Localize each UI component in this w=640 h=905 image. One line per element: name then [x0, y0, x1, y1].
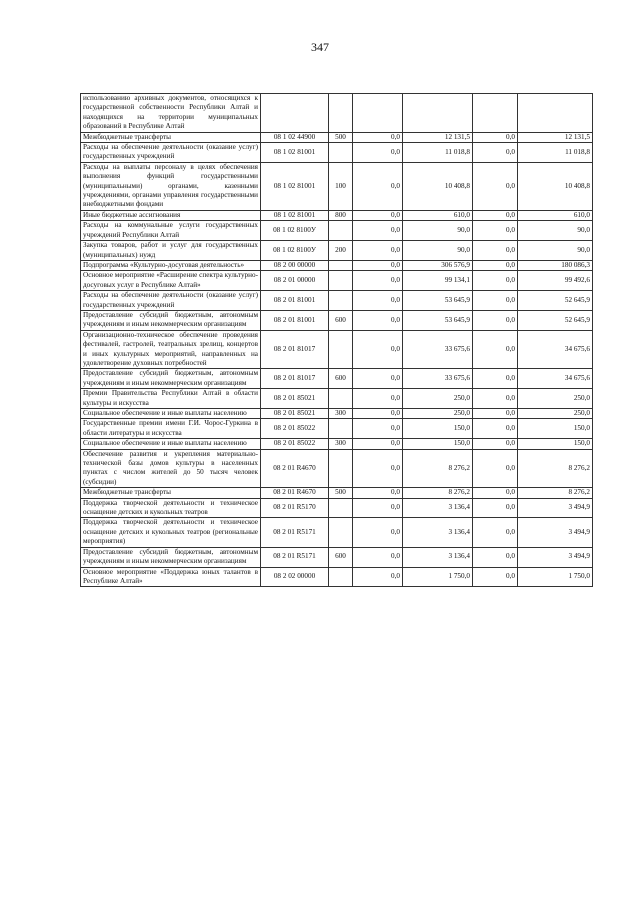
row-value-2-cell: 250,0	[403, 389, 473, 409]
row-kind-cell	[329, 419, 353, 439]
row-value-3-cell: 0,0	[473, 488, 518, 498]
row-value-3-cell: 0,0	[473, 291, 518, 311]
row-value-3-cell: 0,0	[473, 547, 518, 567]
row-code-cell: 08 2 01 81001	[261, 291, 329, 311]
row-kind-cell	[329, 567, 353, 587]
row-code-cell: 08 2 01 R5170	[261, 498, 329, 518]
row-kind-cell	[329, 449, 353, 488]
row-value-1-cell: 0,0	[353, 449, 403, 488]
row-value-4-cell: 8 276,2	[518, 449, 593, 488]
row-value-1-cell: 0,0	[353, 260, 403, 270]
row-name-cell: Межбюджетные трансферты	[81, 132, 261, 142]
page-number: 347	[311, 40, 329, 54]
row-value-2-cell: 250,0	[403, 409, 473, 419]
row-value-3-cell: 0,0	[473, 271, 518, 291]
row-value-4-cell: 90,0	[518, 221, 593, 241]
row-kind-cell	[329, 389, 353, 409]
row-code-cell: 08 2 01 R5171	[261, 518, 329, 547]
row-value-4-cell: 11 018,8	[518, 143, 593, 163]
table-row	[81, 409, 593, 419]
row-name-cell: Расходы на обеспечение деятельности (оказание услуг) государственных учреждений	[81, 143, 261, 163]
row-code-cell: 08 2 01 81017	[261, 330, 329, 369]
row-code-cell: 08 1 02 81001	[261, 143, 329, 163]
table-row	[81, 449, 593, 488]
row-value-3-cell: 0,0	[473, 132, 518, 142]
table-row	[81, 498, 593, 518]
row-value-4-cell: 52 645,9	[518, 310, 593, 330]
row-value-3-cell	[473, 94, 518, 133]
row-code-cell: 08 1 02 8100У	[261, 221, 329, 241]
table-row	[81, 291, 593, 311]
table-row	[81, 210, 593, 220]
row-kind-cell: 600	[329, 369, 353, 389]
row-value-3-cell: 0,0	[473, 567, 518, 587]
row-value-1-cell: 0,0	[353, 409, 403, 419]
row-value-3-cell: 0,0	[473, 162, 518, 210]
row-kind-cell	[329, 94, 353, 133]
row-value-2-cell: 10 408,8	[403, 162, 473, 210]
row-value-3-cell: 0,0	[473, 310, 518, 330]
row-value-3-cell: 0,0	[473, 389, 518, 409]
row-value-2-cell: 150,0	[403, 419, 473, 439]
table-row	[81, 132, 593, 142]
row-value-2-cell: 90,0	[403, 221, 473, 241]
row-value-1-cell: 0,0	[353, 419, 403, 439]
row-value-2-cell: 3 136,4	[403, 547, 473, 567]
table-row	[81, 419, 593, 439]
row-value-3-cell: 0,0	[473, 419, 518, 439]
row-kind-cell	[329, 260, 353, 270]
row-name-cell: Предоставление субсидий бюджетным, автономным учреждениям и иным некоммерческим организациям	[81, 369, 261, 389]
row-value-4-cell: 34 675,6	[518, 369, 593, 389]
row-value-4-cell: 10 408,8	[518, 162, 593, 210]
row-kind-cell: 800	[329, 210, 353, 220]
row-value-4-cell: 99 492,6	[518, 271, 593, 291]
row-value-1-cell: 0,0	[353, 567, 403, 587]
row-value-3-cell: 0,0	[473, 143, 518, 163]
row-name-cell: Основное мероприятие «Поддержка юных талантов в Республике Алтай»	[81, 567, 261, 587]
row-name-cell: Государственные премии имени Г.И. Чорос-Гуркина в области литературы и искусства	[81, 419, 261, 439]
row-name-cell: Обеспечение развития и укрепления материально-технической базы домов культуры в населенных пунктах с числом жителей до 50 тысяч человек (субсидии)	[81, 449, 261, 488]
row-code-cell: 08 1 02 44900	[261, 132, 329, 142]
row-value-4-cell	[518, 94, 593, 133]
row-code-cell: 08 2 01 81017	[261, 369, 329, 389]
row-code-cell: 08 2 01 00000	[261, 271, 329, 291]
row-value-3-cell: 0,0	[473, 241, 518, 261]
row-value-3-cell: 0,0	[473, 330, 518, 369]
row-name-cell: Социальное обеспечение и иные выплаты населению	[81, 439, 261, 449]
table-row	[81, 94, 593, 133]
row-value-3-cell: 0,0	[473, 498, 518, 518]
row-value-2-cell: 306 576,9	[403, 260, 473, 270]
row-value-3-cell: 0,0	[473, 221, 518, 241]
row-value-2-cell: 53 645,9	[403, 310, 473, 330]
table-row	[81, 567, 593, 587]
table-row	[81, 547, 593, 567]
row-value-1-cell: 0,0	[353, 389, 403, 409]
row-kind-cell	[329, 518, 353, 547]
row-value-4-cell: 180 086,3	[518, 260, 593, 270]
row-value-2-cell: 11 018,8	[403, 143, 473, 163]
row-value-4-cell: 3 494,9	[518, 498, 593, 518]
row-name-cell: Социальное обеспечение и иные выплаты населению	[81, 409, 261, 419]
row-value-3-cell: 0,0	[473, 409, 518, 419]
row-value-1-cell: 0,0	[353, 310, 403, 330]
row-value-2-cell: 3 136,4	[403, 518, 473, 547]
row-code-cell: 08 2 01 85022	[261, 419, 329, 439]
row-value-1-cell: 0,0	[353, 547, 403, 567]
row-value-1-cell	[353, 94, 403, 133]
budget-table	[80, 93, 593, 587]
row-value-1-cell: 0,0	[353, 488, 403, 498]
row-code-cell: 08 2 01 R4670	[261, 488, 329, 498]
row-value-1-cell: 0,0	[353, 221, 403, 241]
row-code-cell: 08 2 01 81001	[261, 310, 329, 330]
row-value-2-cell: 3 136,4	[403, 498, 473, 518]
row-name-cell: Закупка товаров, работ и услуг для государственных (муниципальных) нужд	[81, 241, 261, 261]
row-value-4-cell: 250,0	[518, 409, 593, 419]
row-code-cell: 08 2 01 R4670	[261, 449, 329, 488]
row-value-1-cell: 0,0	[353, 143, 403, 163]
row-value-1-cell: 0,0	[353, 498, 403, 518]
table-row	[81, 143, 593, 163]
row-value-4-cell: 34 675,6	[518, 330, 593, 369]
row-code-cell	[261, 94, 329, 133]
row-name-cell: Подпрограмма «Культурно-досуговая деятельность»	[81, 260, 261, 270]
row-value-4-cell: 1 750,0	[518, 567, 593, 587]
table-row	[81, 162, 593, 210]
row-value-3-cell: 0,0	[473, 260, 518, 270]
row-kind-cell: 600	[329, 310, 353, 330]
row-code-cell: 08 2 02 00000	[261, 567, 329, 587]
row-code-cell: 08 1 02 81001	[261, 210, 329, 220]
row-kind-cell: 500	[329, 488, 353, 498]
table-row	[81, 369, 593, 389]
row-name-cell: Межбюджетные трансферты	[81, 488, 261, 498]
row-name-cell: Предоставление субсидий бюджетным, автономным учреждениям и иным некоммерческим организациям	[81, 310, 261, 330]
row-value-4-cell: 8 276,2	[518, 488, 593, 498]
row-name-cell: Поддержка творческой деятельности и техническое оснащение детских и кукольных театров	[81, 498, 261, 518]
table-row	[81, 271, 593, 291]
row-name-cell: использованию архивных документов, относящихся к государственной собственности Республики Алтай и находящихся на территории муниципальных образований в Республике Алтай	[81, 94, 261, 133]
row-code-cell: 08 2 01 85022	[261, 439, 329, 449]
row-value-3-cell: 0,0	[473, 449, 518, 488]
table-row	[81, 488, 593, 498]
row-value-1-cell: 0,0	[353, 162, 403, 210]
row-value-2-cell: 90,0	[403, 241, 473, 261]
row-kind-cell: 300	[329, 409, 353, 419]
row-name-cell: Иные бюджетные ассигнования	[81, 210, 261, 220]
table-row	[81, 241, 593, 261]
row-value-4-cell: 52 645,9	[518, 291, 593, 311]
row-kind-cell	[329, 143, 353, 163]
row-value-3-cell: 0,0	[473, 518, 518, 547]
table-row	[81, 439, 593, 449]
row-value-1-cell: 0,0	[353, 518, 403, 547]
row-value-1-cell: 0,0	[353, 210, 403, 220]
row-kind-cell: 500	[329, 132, 353, 142]
row-value-1-cell: 0,0	[353, 369, 403, 389]
row-value-4-cell: 90,0	[518, 241, 593, 261]
row-code-cell: 08 2 01 85021	[261, 409, 329, 419]
row-value-1-cell: 0,0	[353, 271, 403, 291]
row-name-cell: Основное мероприятие «Расширение спектра культурно-досуговых услуг в Республике Алтай»	[81, 271, 261, 291]
row-name-cell: Расходы на выплаты персоналу в целях обеспечения выполнения функций государственными (муниципальными) органами, казенными учреждениями, органами управления государственными внебюджетными фондами	[81, 162, 261, 210]
row-code-cell: 08 1 02 81001	[261, 162, 329, 210]
table-row	[81, 310, 593, 330]
row-value-2-cell: 150,0	[403, 439, 473, 449]
row-value-2-cell	[403, 94, 473, 133]
row-value-1-cell: 0,0	[353, 291, 403, 311]
row-name-cell: Премии Правительства Республики Алтай в области культуры и искусства	[81, 389, 261, 409]
row-value-2-cell: 8 276,2	[403, 488, 473, 498]
row-name-cell: Поддержка творческой деятельности и техническое оснащение детских и кукольных театров (региональные мероприятия)	[81, 518, 261, 547]
row-value-1-cell: 0,0	[353, 241, 403, 261]
row-value-4-cell: 250,0	[518, 389, 593, 409]
row-value-2-cell: 12 131,5	[403, 132, 473, 142]
table-row	[81, 518, 593, 547]
row-kind-cell	[329, 330, 353, 369]
row-value-2-cell: 1 750,0	[403, 567, 473, 587]
row-value-3-cell: 0,0	[473, 439, 518, 449]
row-value-4-cell: 150,0	[518, 419, 593, 439]
row-value-2-cell: 610,0	[403, 210, 473, 220]
row-kind-cell: 600	[329, 547, 353, 567]
row-code-cell: 08 1 02 8100У	[261, 241, 329, 261]
table-row	[81, 330, 593, 369]
row-value-1-cell: 0,0	[353, 132, 403, 142]
table-row	[81, 260, 593, 270]
row-value-4-cell: 610,0	[518, 210, 593, 220]
row-value-2-cell: 33 675,6	[403, 330, 473, 369]
row-value-4-cell: 150,0	[518, 439, 593, 449]
row-value-2-cell: 33 675,6	[403, 369, 473, 389]
row-value-1-cell: 0,0	[353, 439, 403, 449]
row-kind-cell: 200	[329, 241, 353, 261]
row-value-4-cell: 3 494,9	[518, 518, 593, 547]
row-value-2-cell: 8 276,2	[403, 449, 473, 488]
row-kind-cell: 100	[329, 162, 353, 210]
row-code-cell: 08 2 01 85021	[261, 389, 329, 409]
row-kind-cell	[329, 498, 353, 518]
row-value-4-cell: 12 131,5	[518, 132, 593, 142]
row-kind-cell	[329, 221, 353, 241]
row-value-3-cell: 0,0	[473, 369, 518, 389]
row-name-cell: Расходы на коммунальные услуги государственных учреждений Республики Алтай	[81, 221, 261, 241]
row-kind-cell	[329, 291, 353, 311]
row-kind-cell: 300	[329, 439, 353, 449]
row-value-2-cell: 53 645,9	[403, 291, 473, 311]
row-value-3-cell: 0,0	[473, 210, 518, 220]
row-name-cell: Расходы на обеспечение деятельности (оказание услуг) государственных учреждений	[81, 291, 261, 311]
table-row	[81, 389, 593, 409]
row-code-cell: 08 2 00 00000	[261, 260, 329, 270]
row-value-4-cell: 3 494,9	[518, 547, 593, 567]
row-value-2-cell: 99 134,1	[403, 271, 473, 291]
row-name-cell: Предоставление субсидий бюджетным, автономным учреждениям и иным некоммерческим организациям	[81, 547, 261, 567]
row-value-1-cell: 0,0	[353, 330, 403, 369]
table-row	[81, 221, 593, 241]
row-code-cell: 08 2 01 R5171	[261, 547, 329, 567]
row-name-cell: Организационно-техническое обеспечение проведения фестивалей, гастролей, театральных зрелищ, концертов и иных культурных мероприятий, направленных на удовлетворение духовных потребностей	[81, 330, 261, 369]
row-kind-cell	[329, 271, 353, 291]
